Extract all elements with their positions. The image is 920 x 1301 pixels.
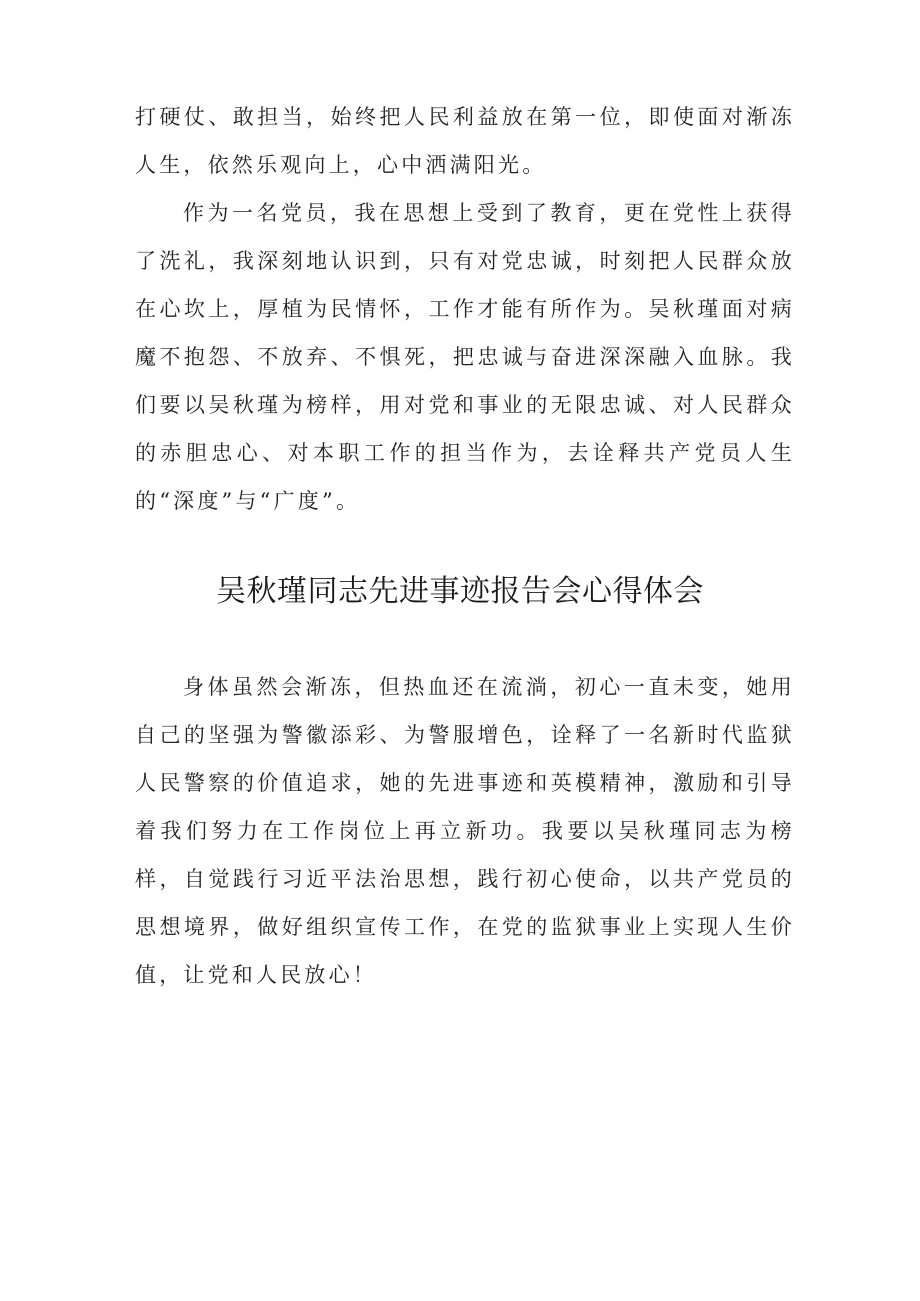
section-title: 吴秋瑾同志先进事迹报告会心得体会: [216, 574, 704, 609]
reflection-paragraph: 作为一名党员，我在思想上受到了教育，更在党性上获得了洗礼，我深刻地认识到，只有对党忠诚，时刻把人民群众放在心坎上，厚植为民情怀，工作才能有所作为。吴秋瑾面对病魔不抱怨、不放弃、不惧死，把忠诚与奋进深深融入血脉。我们要以吴秋瑾为榜样，用对党和事业的无限忠诚、对人民群众的赤胆忠心、对本职工作的担当作为，去诠释共产党员人生的“深度”与“广度”。: [135, 201, 795, 513]
section-paragraph: 身体虽然会渐冻，但热血还在流淌，初心一直未变，她用自己的坚强为警徽添彩、为警服增色，诠释了一名新时代监狱人民警察的价值追求，她的先进事迹和英模精神，激励和引导着我们努力在工作岗位上再立新功。我要以吴秋瑾同志为榜样，自觉践行习近平法治思想，践行初心使命，以共产党员的思想境界，做好组织宣传工作，在党的监狱事业上实现人生价值，让党和人民放心！: [135, 675, 795, 987]
continuation-paragraph: 打硬仗、敢担当，始终把人民利益放在第一位，即使面对渐冻人生，依然乐观向上，心中洒满阳光。: [135, 105, 795, 177]
bottom-text-block: [135, 663, 795, 999]
top-text-block: [135, 93, 795, 525]
